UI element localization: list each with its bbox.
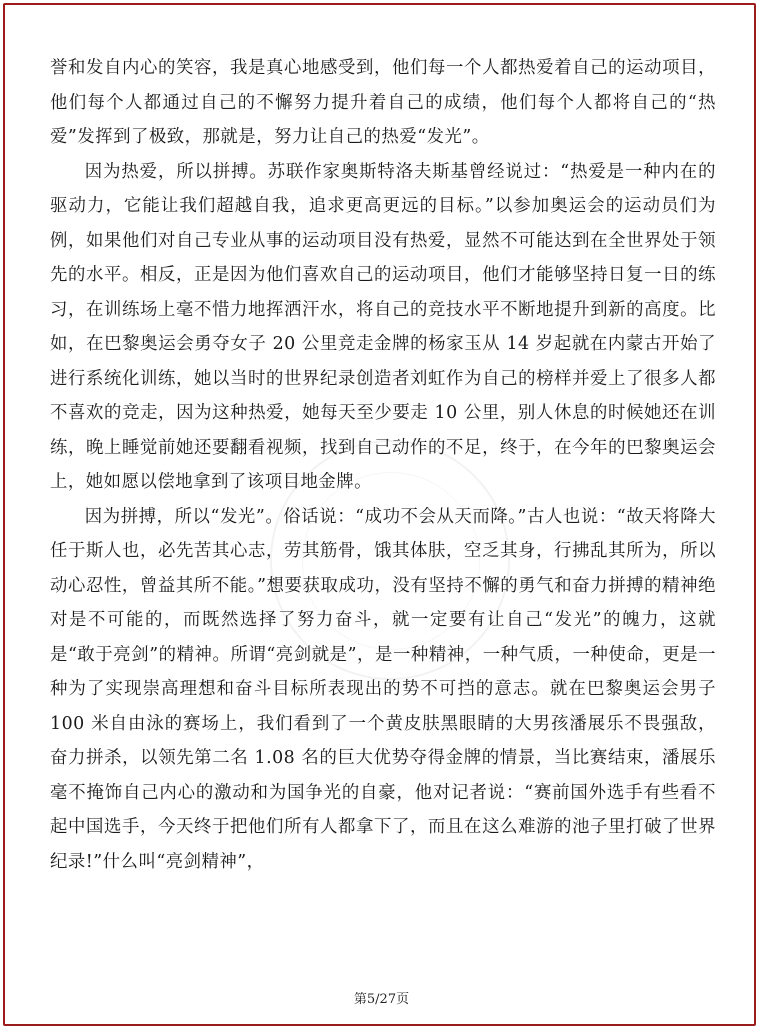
document-body: [50, 51, 716, 879]
paragraph-struggle-leads-to-shine: 因为拼搏，所以“发光”。俗话说：“成功不会从天而降。”古人也说：“故天将降大任于斯人也，必先苦其心志，劳其筋骨，饿其体肤，空乏其身，行拂乱其所为，所以动心忍性，曾益其所不能。”想要获取成功，没有坚持不懈的勇气和奋力拼搏的精神绝对是不可能的，而既然选择了努力奋斗，就一定要有让自己“发光”的魄力，这就是“敢于亮剑”的精神。所谓“亮剑就是”，是一种精神，一种气质，一种使命，更是一种为了实现崇高理想和奋斗目标所表现出的势不可挡的意志。就在巴黎奥运会男子 100 米自由泳的赛场上，我们看到了一个黄皮肤黑眼睛的大男孩潘展乐不畏强敌，奋力拼杀，以领先第二名 1.08 名的巨大优势夺得金牌的情景，当比赛结束，潘展乐毫不掩饰自己内心的激动和为国争光的自豪，他对记者说：“赛前国外选手有些看不起中国选手，今天终于把他们所有人都拿下了，而且在这么难游的池子里打破了世界纪录!”什么叫“亮剑精神”，: [50, 506, 716, 872]
paragraph-continuation: 誉和发自内心的笑容，我是真心地感受到，他们每一个人都热爱着自己的运动项目，他们每个人都通过自己的不懈努力提升着自己的成绩，他们每个人都将自己的“热爱”发挥到了极致，那就是，努力让自己的热爱“发光”。: [50, 58, 716, 147]
page-number: 第5/27页: [353, 992, 410, 1007]
paragraph-passion-leads-to-struggle: 因为热爱，所以拼搏。苏联作家奥斯特洛夫斯基曾经说过：“热爱是一种内在的驱动力，它能让我们超越自我，追求更高更远的目标。”以参加奥运会的运动员们为例，如果他们对自己专业从事的运动项目没有热爱，显然不可能达到在全世界处于领先的水平。相反，正是因为他们喜欢自己的运动项目，他们才能够坚持日复一日的练习，在训练场上毫不惜力地挥洒汗水，将自己的竞技水平不断地提升到新的高度。比如，在巴黎奥运会勇夺女子 20 公里竞走金牌的杨家玉从 14 岁起就在内蒙古开始了进行系统化训练，她以当时的世界纪录创造者刘虹作为自己的榜样并爱上了很多人都不喜欢的竞走，因为这种热爱，她每天至少要走 10 公里，别人休息的时候她还在训练，晚上睡觉前她还要翻看视频，找到自己动作的不足，终于，在今年的巴黎奥运会上，她如愿以偿地拿到了该项目地金牌。: [50, 161, 716, 492]
